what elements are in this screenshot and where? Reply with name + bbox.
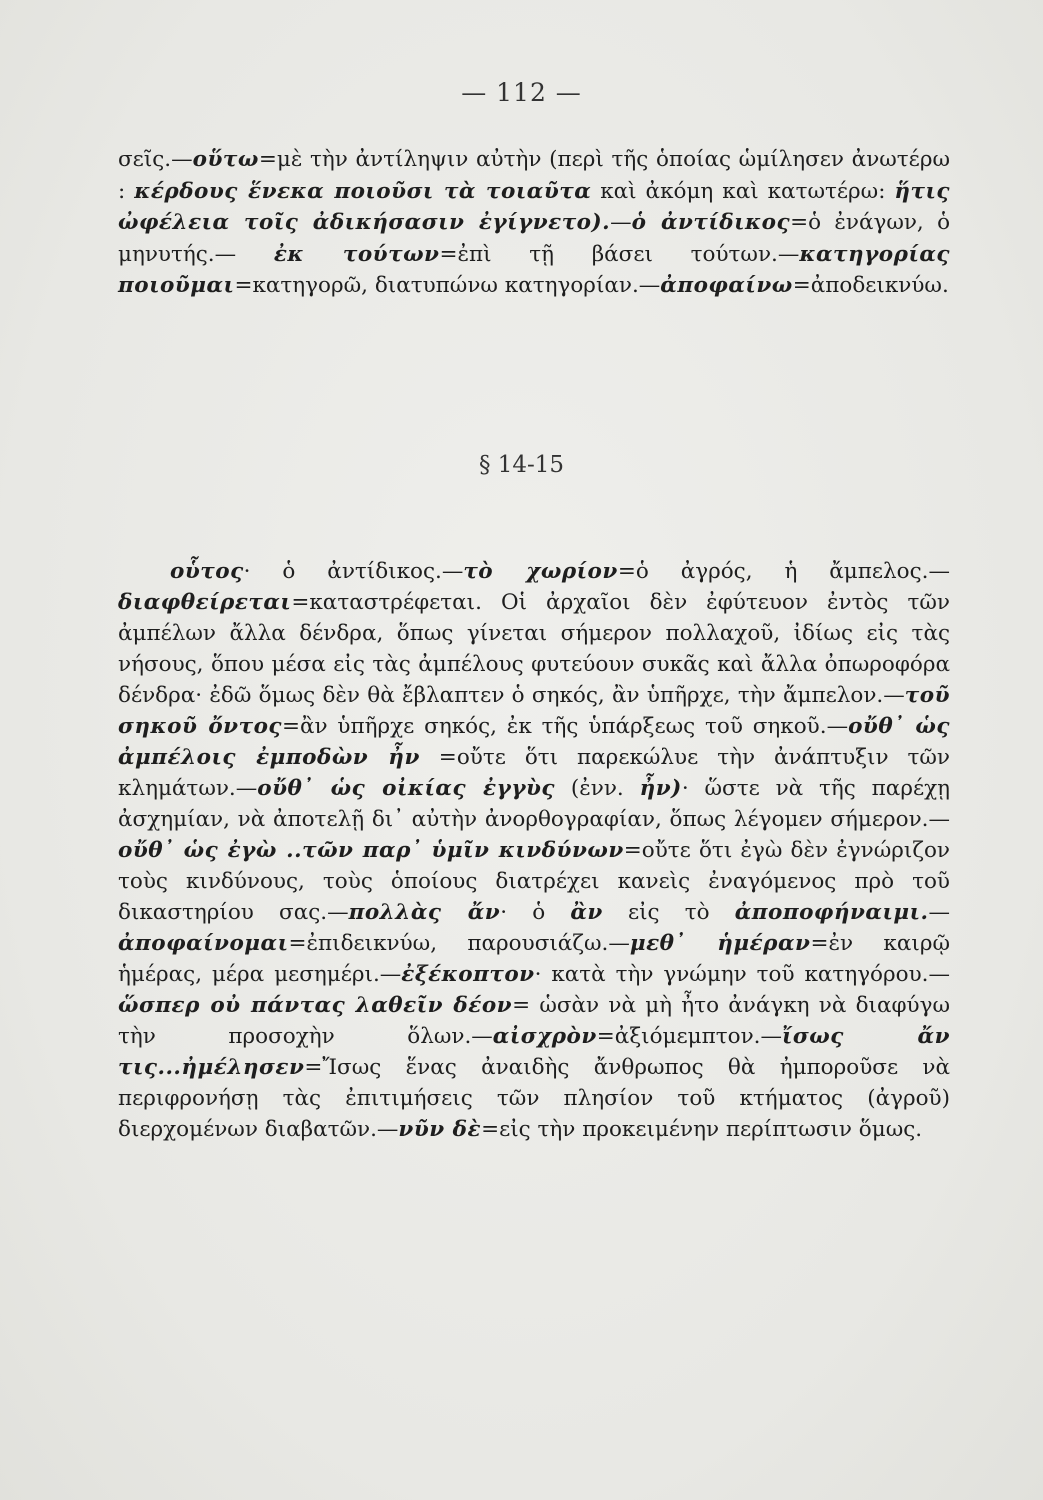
lemma-term: πολλὰς ἄν <box>348 900 501 925</box>
commentary-block-2 <box>118 556 950 1145</box>
commentary-block-1 <box>118 144 950 302</box>
gloss-text: =ἀξιόμεμπτον.— <box>596 1024 783 1049</box>
gloss-text: =εἰς τὴν προκειμένην περίπτωσιν ὅμως. <box>481 1117 923 1142</box>
lemma-term: οὗτος <box>170 559 244 584</box>
lemma-term: διαφθείρεται <box>118 590 292 615</box>
commentary-paragraph-2 <box>118 556 950 1145</box>
lemma-term: τὸ χωρίον <box>463 559 618 584</box>
gloss-text: =ὁ ἀγρός, ἡ ἄμπελος.— <box>617 559 950 584</box>
gloss-text: — <box>610 210 632 235</box>
lemma-term: ἀποποφήναιμι. <box>734 900 929 925</box>
gloss-text: =οὔτε ὅτι ἐγὼ δὲν ἐγνώριζον τοὺς κινδύνους, τοὺς ὁποίους διατρέχει κανεὶς ἐναγόμενος πρὸ τοῦ δικαστηρίου σας.— <box>118 838 950 925</box>
gloss-text: καὶ ἀκόμη καὶ κατωτέρω: <box>591 178 895 204</box>
lemma-term: ἐκ τούτων <box>273 241 440 267</box>
lemma-term: ἐξέκοπτον <box>401 962 535 987</box>
gloss-text: =ἂν ὑπῆρχε σηκός, ἐκ τῆς ὑπάρξεως τοῦ σηκοῦ.— <box>282 714 849 739</box>
lemma-term: αἰσχρὸν <box>492 1024 597 1049</box>
gloss-text: =μὲ τὴν ἀντίληψιν αὐτὴν (περὶ τῆς ὁποίας ὡμίλησεν ἀνωτέρω : <box>118 147 950 204</box>
lemma-term: οὕτω <box>192 147 259 172</box>
lemma-term: ἥτις ὠφέλεια τοῖς ἀδικήσασιν ἐγίγνετο). <box>118 178 951 235</box>
gloss-text: =ὁ ἐνάγων, ὁ μηνυτής.— <box>118 210 951 267</box>
lemma-term: μεθ᾿ ἡμέραν <box>629 931 811 956</box>
gloss-text: · ὥστε νὰ τῆς παρέχῃ ἀσχημίαν, νὰ ἀποτελῇ δι᾿ αὐτὴν ἀνορθογραφίαν, ὅπως λέγομεν σήμερον.— <box>118 776 951 832</box>
gloss-text: =οὔτε ὅτι παρεκώλυε τὴν ἀνάπτυξιν τῶν κλημάτων.— <box>118 745 950 801</box>
gloss-text: = ὡσὰν νὰ μὴ ἦτο ἀνάγκη νὰ διαφύγω τὴν προσοχὴν ὅλων.— <box>118 993 950 1049</box>
gloss-text: =καταστρέφεται. Οἱ ἀρχαῖοι δὲν ἐφύτευον ἐντὸς τῶν ἀμπέλων ἄλλα δένδρα, ὅπως γίνεται σήμερον πολλαχοῦ, ἰδίως εἰς τὰς νήσους, ὅπου μέσα εἰς τὰς ἀμπέλους φυτεύουν συκᾶς καὶ ἄλλα ὀπωροφόρα δένδρα· ἐδῶ ὅμως δὲν θὰ ἔβλαπτεν ὁ σηκός, ἂν ὑπῆρχε, τὴν ἄμπελον.— <box>118 590 950 708</box>
lemma-term: ὥσπερ οὐ πάντας λαθεῖν δέον <box>118 993 513 1018</box>
lemma-term: ἀποφαίνω <box>660 273 793 298</box>
gloss-text: (ἐνν. <box>555 776 640 801</box>
gloss-text: — <box>928 900 950 925</box>
lemma-term: ἂν <box>570 900 603 925</box>
gloss-text: εἰς τὸ <box>602 900 735 925</box>
section-heading: § 14-15 <box>478 452 565 478</box>
lemma-term: ὁ ἀντίδικος <box>631 210 791 235</box>
lemma-term: οὔθ᾿ ὡς οἰκίας ἐγγὺς <box>257 776 556 801</box>
gloss-text: · ὁ ἀντίδικος.— <box>243 559 464 584</box>
gloss-text: =ἐπιδεικνύω, παρουσιάζω.— <box>288 931 630 956</box>
lemma-term: τοῦ σηκοῦ ὄντος <box>118 683 950 739</box>
lemma-term: οὔθ᾿ ὡς ἀμπέλοις ἐμποδὼν ἦν <box>118 714 950 770</box>
lemma-term: νῦν δὲ <box>398 1117 482 1142</box>
gloss-text: =ἐν καιρῷ ἡμέρας, μέρα μεσημέρι.— <box>118 931 950 987</box>
gloss-text: =ἀποδεικνύω. <box>792 273 949 298</box>
lemma-term: κατηγορίας ποιοῦμαι <box>118 241 950 298</box>
page-number: — 112 — <box>461 78 582 107</box>
lemma-term: ἴσως ἄν τις...ἠμέλησεν <box>118 1024 951 1080</box>
lemma-term: κέρδους ἕνεκα ποιοῦσι τὰ τοιαῦτα <box>134 178 592 204</box>
lemma-term: ἀποφαίνομαι <box>118 931 289 956</box>
gloss-text: · κατὰ τὴν γνώμην τοῦ κατηγόρου.— <box>534 962 950 987</box>
gloss-text: σεῖς.— <box>118 147 193 172</box>
gloss-text: =κατηγορῶ, διατυπώνω κατηγορίαν.— <box>234 273 661 298</box>
lemma-term: ἦν) <box>639 776 682 801</box>
gloss-text: =Ἴσως ἕνας ἀναιδὴς ἄνθρωπος θὰ ἠμποροῦσε νὰ περιφρονήσῃ τὰς ἐπιτιμήσεις τῶν πλησίον τοῦ κτήματος (ἀγροῦ) διερχομένων διαβατῶν.— <box>118 1055 950 1142</box>
gloss-text: =ἐπὶ τῇ βάσει τούτων.— <box>439 241 800 267</box>
lemma-term: οὔθ᾿ ὡς ἐγὼ ..τῶν παρ᾿ ὑμῖν κινδύνων <box>118 838 624 863</box>
commentary-paragraph-1 <box>118 144 950 302</box>
gloss-text: · ὁ <box>500 900 571 925</box>
